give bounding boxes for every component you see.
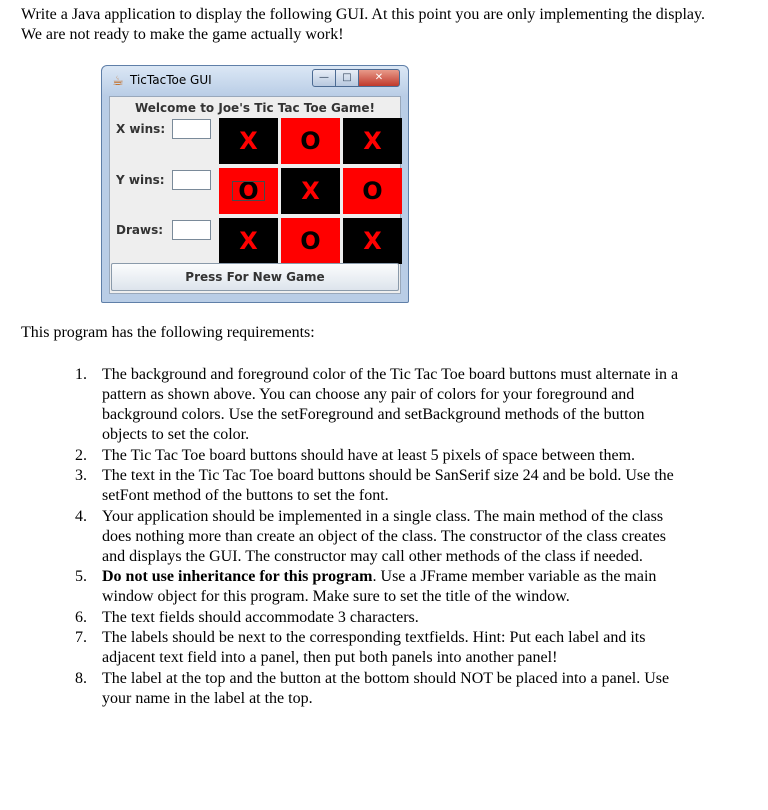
x-wins-field[interactable]	[172, 119, 211, 139]
minimize-button[interactable]: —	[312, 69, 336, 87]
requirement-item	[64, 608, 684, 628]
y-wins-label: Y wins:	[116, 173, 165, 187]
requirement-number: 6.	[75, 608, 87, 626]
x-wins-label: X wins:	[116, 122, 166, 136]
board-cell-7[interactable]: X	[219, 218, 278, 264]
requirement-text: . Use a JFrame member variable as the main window object for this program. Make sure to set the title of the window.	[102, 568, 657, 605]
requirement-item	[64, 466, 684, 506]
window-title: TicTacToe GUI	[130, 73, 212, 87]
board-cell-1[interactable]: X	[219, 118, 278, 164]
board-cell-3[interactable]: X	[343, 118, 402, 164]
maximize-button[interactable]: □	[335, 69, 359, 87]
requirement-item	[64, 628, 684, 668]
requirement-item	[64, 365, 684, 445]
requirement-item	[64, 507, 684, 567]
board-cell-5[interactable]: X	[281, 168, 340, 214]
requirement-number: 4.	[75, 507, 87, 525]
requirement-number: 5.	[75, 568, 87, 585]
new-game-button[interactable]: Press For New Game	[111, 263, 399, 291]
requirement-text: Your application should be implemented in a single class. The main method of the class does nothing more than create an object of the class. The constructor of the class creates and displays the GUI. The constructor may call other methods of the class if needed.	[102, 507, 666, 565]
y-wins-field[interactable]	[172, 170, 211, 190]
requirement-item	[64, 669, 684, 709]
close-button[interactable]: ✕	[358, 69, 400, 87]
welcome-label: Welcome to Joe's Tic Tac Toe Game!	[134, 101, 376, 115]
window-content	[109, 96, 401, 294]
requirement-number: 8.	[75, 669, 87, 687]
requirement-number: 7.	[75, 629, 87, 646]
requirement-text: The label at the top and the button at the bottom should NOT be placed into a panel. Use your name in the label at the top.	[102, 669, 670, 707]
board-cell-6[interactable]: O	[343, 168, 402, 214]
requirements-list	[64, 365, 684, 709]
board-cell-4[interactable]: O	[219, 168, 278, 214]
draws-label: Draws:	[116, 223, 164, 237]
board-cell-8[interactable]: O	[281, 218, 340, 264]
requirement-number: 1.	[75, 366, 87, 383]
requirement-text: The text in the Tic Tac Toe board buttons should be SanSerif size 24 and be bold. Use the setFont method of the buttons to set the font.	[102, 467, 674, 504]
draws-field[interactable]	[172, 220, 211, 240]
requirement-text: The background and foreground color of the Tic Tac Toe board buttons must alternate in a pattern as shown above. You can choose any pair of colors for your foreground and background colors. Use the setForeground and setBackground methods of the button objects to set the color.	[102, 366, 679, 443]
requirement-item	[64, 567, 684, 607]
board-cell-9[interactable]: X	[343, 218, 402, 264]
requirement-bold-text: Do not use inheritance for this program	[102, 568, 373, 585]
tictactoe-window	[101, 65, 409, 303]
requirement-text: The text fields should accommodate 3 characters.	[102, 608, 419, 626]
java-cup-icon: ☕	[112, 74, 124, 89]
intro-paragraph: Write a Java application to display the following GUI. At this point you are only implementing the display. We are not ready to make the game actually work!	[21, 6, 705, 43]
requirement-number: 2.	[75, 446, 87, 464]
board-cell-2[interactable]: O	[281, 118, 340, 164]
requirements-heading: This program has the following requirements:	[21, 324, 315, 341]
window-titlebar[interactable]	[102, 66, 408, 94]
requirement-item	[64, 446, 684, 466]
requirement-text: The Tic Tac Toe board buttons should have at least 5 pixels of space between them.	[102, 446, 636, 464]
requirement-number: 3.	[75, 467, 87, 484]
requirement-text: The labels should be next to the corresponding textfields. Hint: Put each label and its adjacent text field into a panel, then put both panels into another panel!	[102, 629, 646, 666]
